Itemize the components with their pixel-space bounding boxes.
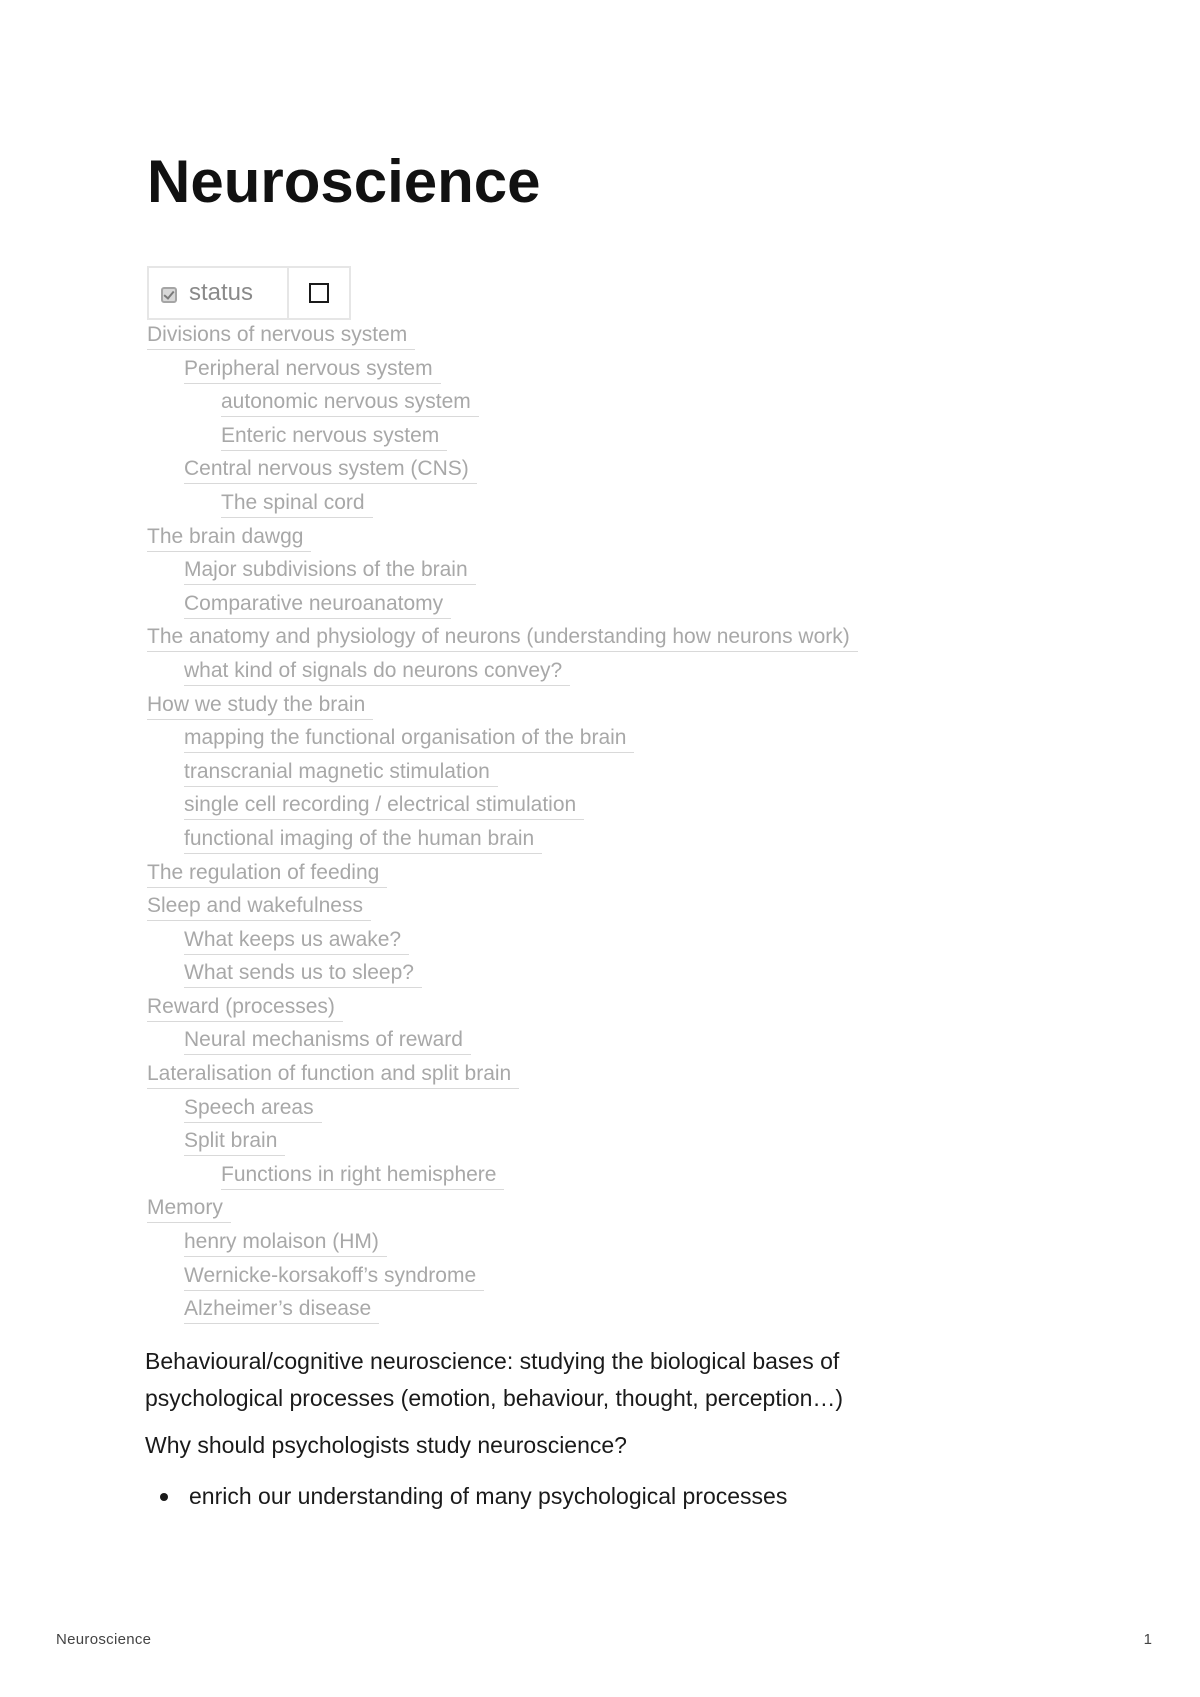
- toc-link[interactable]: Wernicke-korsakoff’s syndrome: [184, 1262, 484, 1291]
- toc-item: [147, 1261, 858, 1295]
- toc-link[interactable]: Speech areas: [184, 1094, 322, 1123]
- toc-item: [147, 858, 858, 892]
- toc-item: [147, 1059, 858, 1093]
- toc-item: [147, 891, 858, 925]
- toc-link[interactable]: henry molaison (HM): [184, 1228, 387, 1257]
- toc-link[interactable]: The regulation of feeding: [147, 859, 387, 888]
- toc-link[interactable]: Comparative neuroanatomy: [184, 590, 451, 619]
- toc-link[interactable]: Split brain: [184, 1127, 285, 1156]
- toc-link[interactable]: Alzheimer’s disease: [184, 1295, 379, 1324]
- toc-item: [147, 1126, 858, 1160]
- toc-item: [147, 790, 858, 824]
- toc-link[interactable]: mapping the functional organisation of the brain: [184, 724, 634, 753]
- toc-item: [147, 656, 858, 690]
- toc-link[interactable]: single cell recording / electrical stimulation: [184, 791, 584, 820]
- toc-link[interactable]: Reward (processes): [147, 993, 343, 1022]
- toc-link[interactable]: what kind of signals do neurons convey?: [184, 657, 570, 686]
- bullet-dot-icon: [160, 1493, 168, 1501]
- toc-link[interactable]: Major subdivisions of the brain: [184, 556, 476, 585]
- toc-item: [147, 1193, 858, 1227]
- toc-item: [147, 1025, 858, 1059]
- toc-item: [147, 421, 858, 455]
- property-row-status: [148, 267, 350, 319]
- property-value-cell: [288, 267, 350, 319]
- toc-item: [147, 824, 858, 858]
- footer-title: Neuroscience: [56, 1631, 152, 1648]
- page-title: Neuroscience: [147, 148, 541, 215]
- table-of-contents: [147, 320, 858, 1328]
- toc-link[interactable]: Neural mechanisms of reward: [184, 1026, 471, 1055]
- toc-item: [147, 925, 858, 959]
- toc-item: [147, 387, 858, 421]
- checkbox-property-icon: [161, 287, 177, 303]
- footer-page-number: 1: [1143, 1631, 1152, 1648]
- toc-item: [147, 622, 858, 656]
- toc-link[interactable]: The spinal cord: [221, 489, 373, 518]
- toc-item: [147, 488, 858, 522]
- toc-link[interactable]: Peripheral nervous system: [184, 355, 441, 384]
- toc-link[interactable]: transcranial magnetic stimulation: [184, 758, 498, 787]
- bullet-list: [145, 1478, 787, 1515]
- toc-link[interactable]: The brain dawgg: [147, 523, 311, 552]
- toc-item: [147, 589, 858, 623]
- toc-item: [147, 958, 858, 992]
- toc-item: [147, 1227, 858, 1261]
- status-checkbox[interactable]: [309, 283, 329, 303]
- toc-item: [147, 690, 858, 724]
- toc-link[interactable]: Lateralisation of function and split brain: [147, 1060, 519, 1089]
- toc-item: [147, 454, 858, 488]
- toc-link[interactable]: Enteric nervous system: [221, 422, 447, 451]
- toc-link[interactable]: Memory: [147, 1194, 231, 1223]
- property-name: status: [189, 279, 254, 306]
- bullet-item: [145, 1478, 787, 1515]
- paragraph-question: Why should psychologists study neuroscience?: [145, 1432, 627, 1458]
- toc-item: [147, 1093, 858, 1127]
- toc-link[interactable]: functional imaging of the human brain: [184, 825, 542, 854]
- toc-link[interactable]: Divisions of nervous system: [147, 321, 415, 350]
- toc-link[interactable]: How we study the brain: [147, 691, 373, 720]
- bullet-text: enrich our understanding of many psychological processes: [189, 1483, 788, 1509]
- toc-link[interactable]: Central nervous system (CNS): [184, 455, 477, 484]
- toc-link[interactable]: Sleep and wakefulness: [147, 892, 371, 921]
- toc-item: [147, 522, 858, 556]
- toc-item: [147, 757, 858, 791]
- toc-link[interactable]: What keeps us awake?: [184, 926, 409, 955]
- toc-link[interactable]: The anatomy and physiology of neurons (understanding how neurons work): [147, 623, 858, 652]
- toc-item: [147, 1160, 858, 1194]
- property-name-cell: [148, 267, 288, 319]
- toc-link[interactable]: autonomic nervous system: [221, 388, 479, 417]
- toc-item: [147, 354, 858, 388]
- toc-link[interactable]: Functions in right hemisphere: [221, 1161, 504, 1190]
- toc-item: [147, 555, 858, 589]
- toc-link[interactable]: What sends us to sleep?: [184, 959, 422, 988]
- toc-item: [147, 723, 858, 757]
- toc-item: [147, 992, 858, 1026]
- toc-item: [147, 1294, 858, 1328]
- properties-table: [147, 266, 351, 320]
- toc-item: [147, 320, 858, 354]
- paragraph-definition: Behavioural/cognitive neuroscience: studying the biological bases of psychological processes (emotion, behaviour, thought, perception…): [145, 1348, 844, 1411]
